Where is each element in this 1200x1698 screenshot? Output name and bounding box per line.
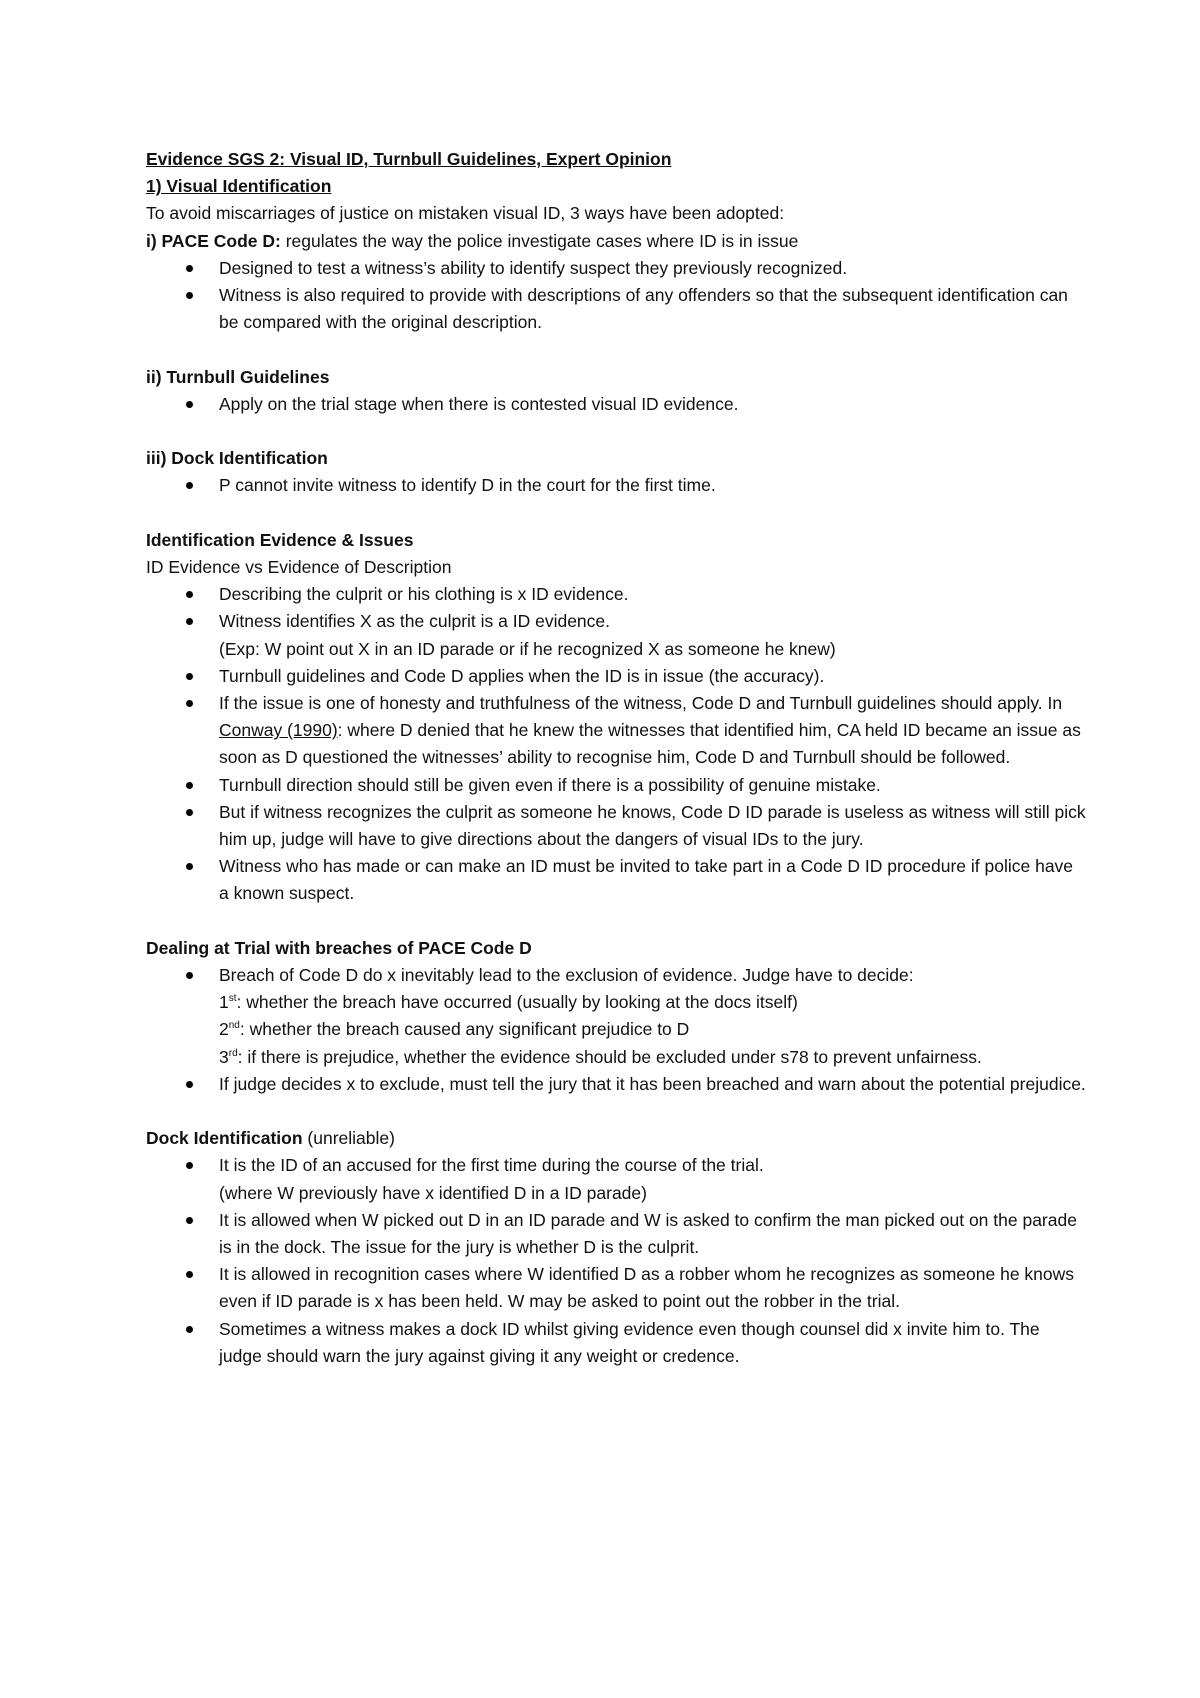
subheading-id-vs-description: ID Evidence vs Evidence of Description	[146, 557, 452, 577]
list-item-line	[219, 989, 1086, 1016]
section-heading-turnbull: ii) Turnbull Guidelines	[146, 366, 330, 387]
section-intro: To avoid miscarriages of justice on mistaken visual ID, 3 ways have been adopted:	[146, 203, 785, 224]
list-item: But if witness recognizes the culprit as someone he knows, Code D ID parade is useless as witness will still pick him up, judge will have to give directions about the dangers of visual IDs to the jury.	[146, 799, 1086, 853]
pace-label: i) PACE Code D:	[146, 230, 281, 251]
list-item	[146, 1152, 1086, 1206]
identification-list	[146, 581, 1086, 907]
dock-identification-list	[146, 1152, 1086, 1370]
section-heading-visual-identification: 1) Visual Identification	[146, 176, 332, 197]
list-item-text: : whether the breach caused any significant prejudice to D	[239, 1019, 690, 1040]
list-item: Witness who has made or can make an ID must be invited to take part in a Code D ID procedure if police have a known suspect.	[146, 853, 1086, 907]
list-item-line: (where W previously have x identified D in a ID parade)	[219, 1182, 647, 1203]
section-heading-dock-identification: iii) Dock Identification	[146, 448, 328, 469]
list-item: If judge decides x to exclude, must tell the jury that it has been breached and warn about the potential prejudice.	[146, 1071, 1086, 1098]
list-item-line: Witness identifies X as the culprit is a ID evidence.	[219, 611, 611, 632]
case-reference-conway: Conway (1990)	[219, 720, 338, 741]
ordinal-number: 2	[219, 1019, 229, 1040]
ordinal-number: 1	[219, 992, 229, 1013]
list-item-line	[219, 1016, 1086, 1043]
list-item: P cannot invite witness to identify D in the court for the first time.	[146, 472, 1086, 499]
list-item-text: : if there is prejudice, whether the evidence should be excluded under s78 to prevent unfairness.	[237, 1046, 982, 1067]
list-item: Designed to test a witness’s ability to identify suspect they previously recognized.	[146, 255, 1086, 282]
list-item	[146, 690, 1086, 772]
list-item: It is allowed in recognition cases where W identified D as a robber whom he recognizes as someone he knows even if ID parade is x has been held. W may be asked to point out the robber in the trial.	[146, 1261, 1086, 1315]
list-item-line	[219, 1044, 1086, 1071]
list-item-line: (Exp: W point out X in an ID parade or if he recognized X as someone he knew)	[219, 638, 836, 659]
list-item: Sometimes a witness makes a dock ID whilst giving evidence even though counsel did x invite him to. The judge should warn the jury against giving it any weight or credence.	[146, 1316, 1086, 1370]
pace-list	[146, 255, 1086, 337]
pace-paragraph	[146, 228, 1086, 255]
list-item: Turnbull direction should still be given even if there is a possibility of genuine mistake.	[146, 772, 1086, 799]
list-item	[146, 608, 1086, 662]
document-page	[146, 146, 1086, 1370]
heading-text: Dock Identification	[146, 1128, 303, 1149]
breach-list	[146, 962, 1086, 1098]
dock-list	[146, 472, 1086, 499]
list-item-line: Breach of Code D do x inevitably lead to the exclusion of evidence. Judge have to decide:	[219, 965, 914, 986]
section-heading-breaches: Dealing at Trial with breaches of PACE Code D	[146, 937, 532, 958]
section-heading-dock-identification-unreliable	[146, 1125, 1086, 1152]
list-item: Describing the culprit or his clothing is x ID evidence.	[146, 581, 1086, 608]
list-item-text: : where D denied that he knew the witnesses that identified him, CA held ID became an issue as soon as D questioned the witnesses’ ability to recognise him, Code D and Turnbull should be followed.	[219, 720, 1081, 768]
list-item: Turnbull guidelines and Code D applies when the ID is in issue (the accuracy).	[146, 663, 1086, 690]
heading-note: (unreliable)	[302, 1128, 395, 1149]
list-item-line: It is the ID of an accused for the first time during the course of the trial.	[219, 1155, 764, 1176]
ordinal-suffix: nd	[228, 1020, 240, 1032]
list-item	[146, 962, 1086, 1071]
ordinal-suffix: st	[228, 993, 237, 1005]
turnbull-list	[146, 391, 1086, 418]
list-item-text: If the issue is one of honesty and truthfulness of the witness, Code D and Turnbull guidelines should apply. In	[219, 693, 1063, 714]
pace-text: regulates the way the police investigate cases where ID is in issue	[280, 230, 799, 251]
ordinal-number: 3	[219, 1046, 229, 1067]
list-item: Apply on the trial stage when there is contested visual ID evidence.	[146, 391, 1086, 418]
list-item-text: : whether the breach have occurred (usually by looking at the docs itself)	[236, 992, 798, 1013]
section-heading-identification-evidence: Identification Evidence & Issues	[146, 529, 414, 550]
list-item: It is allowed when W picked out D in an ID parade and W is asked to confirm the man picked out on the parade is in the dock. The issue for the jury is whether D is the culprit.	[146, 1207, 1086, 1261]
list-item: Witness is also required to provide with descriptions of any offenders so that the subsequent identification can be compared with the original description.	[146, 282, 1086, 336]
ordinal-suffix: rd	[228, 1047, 238, 1059]
document-title: Evidence SGS 2: Visual ID, Turnbull Guidelines, Expert Opinion	[146, 149, 672, 169]
